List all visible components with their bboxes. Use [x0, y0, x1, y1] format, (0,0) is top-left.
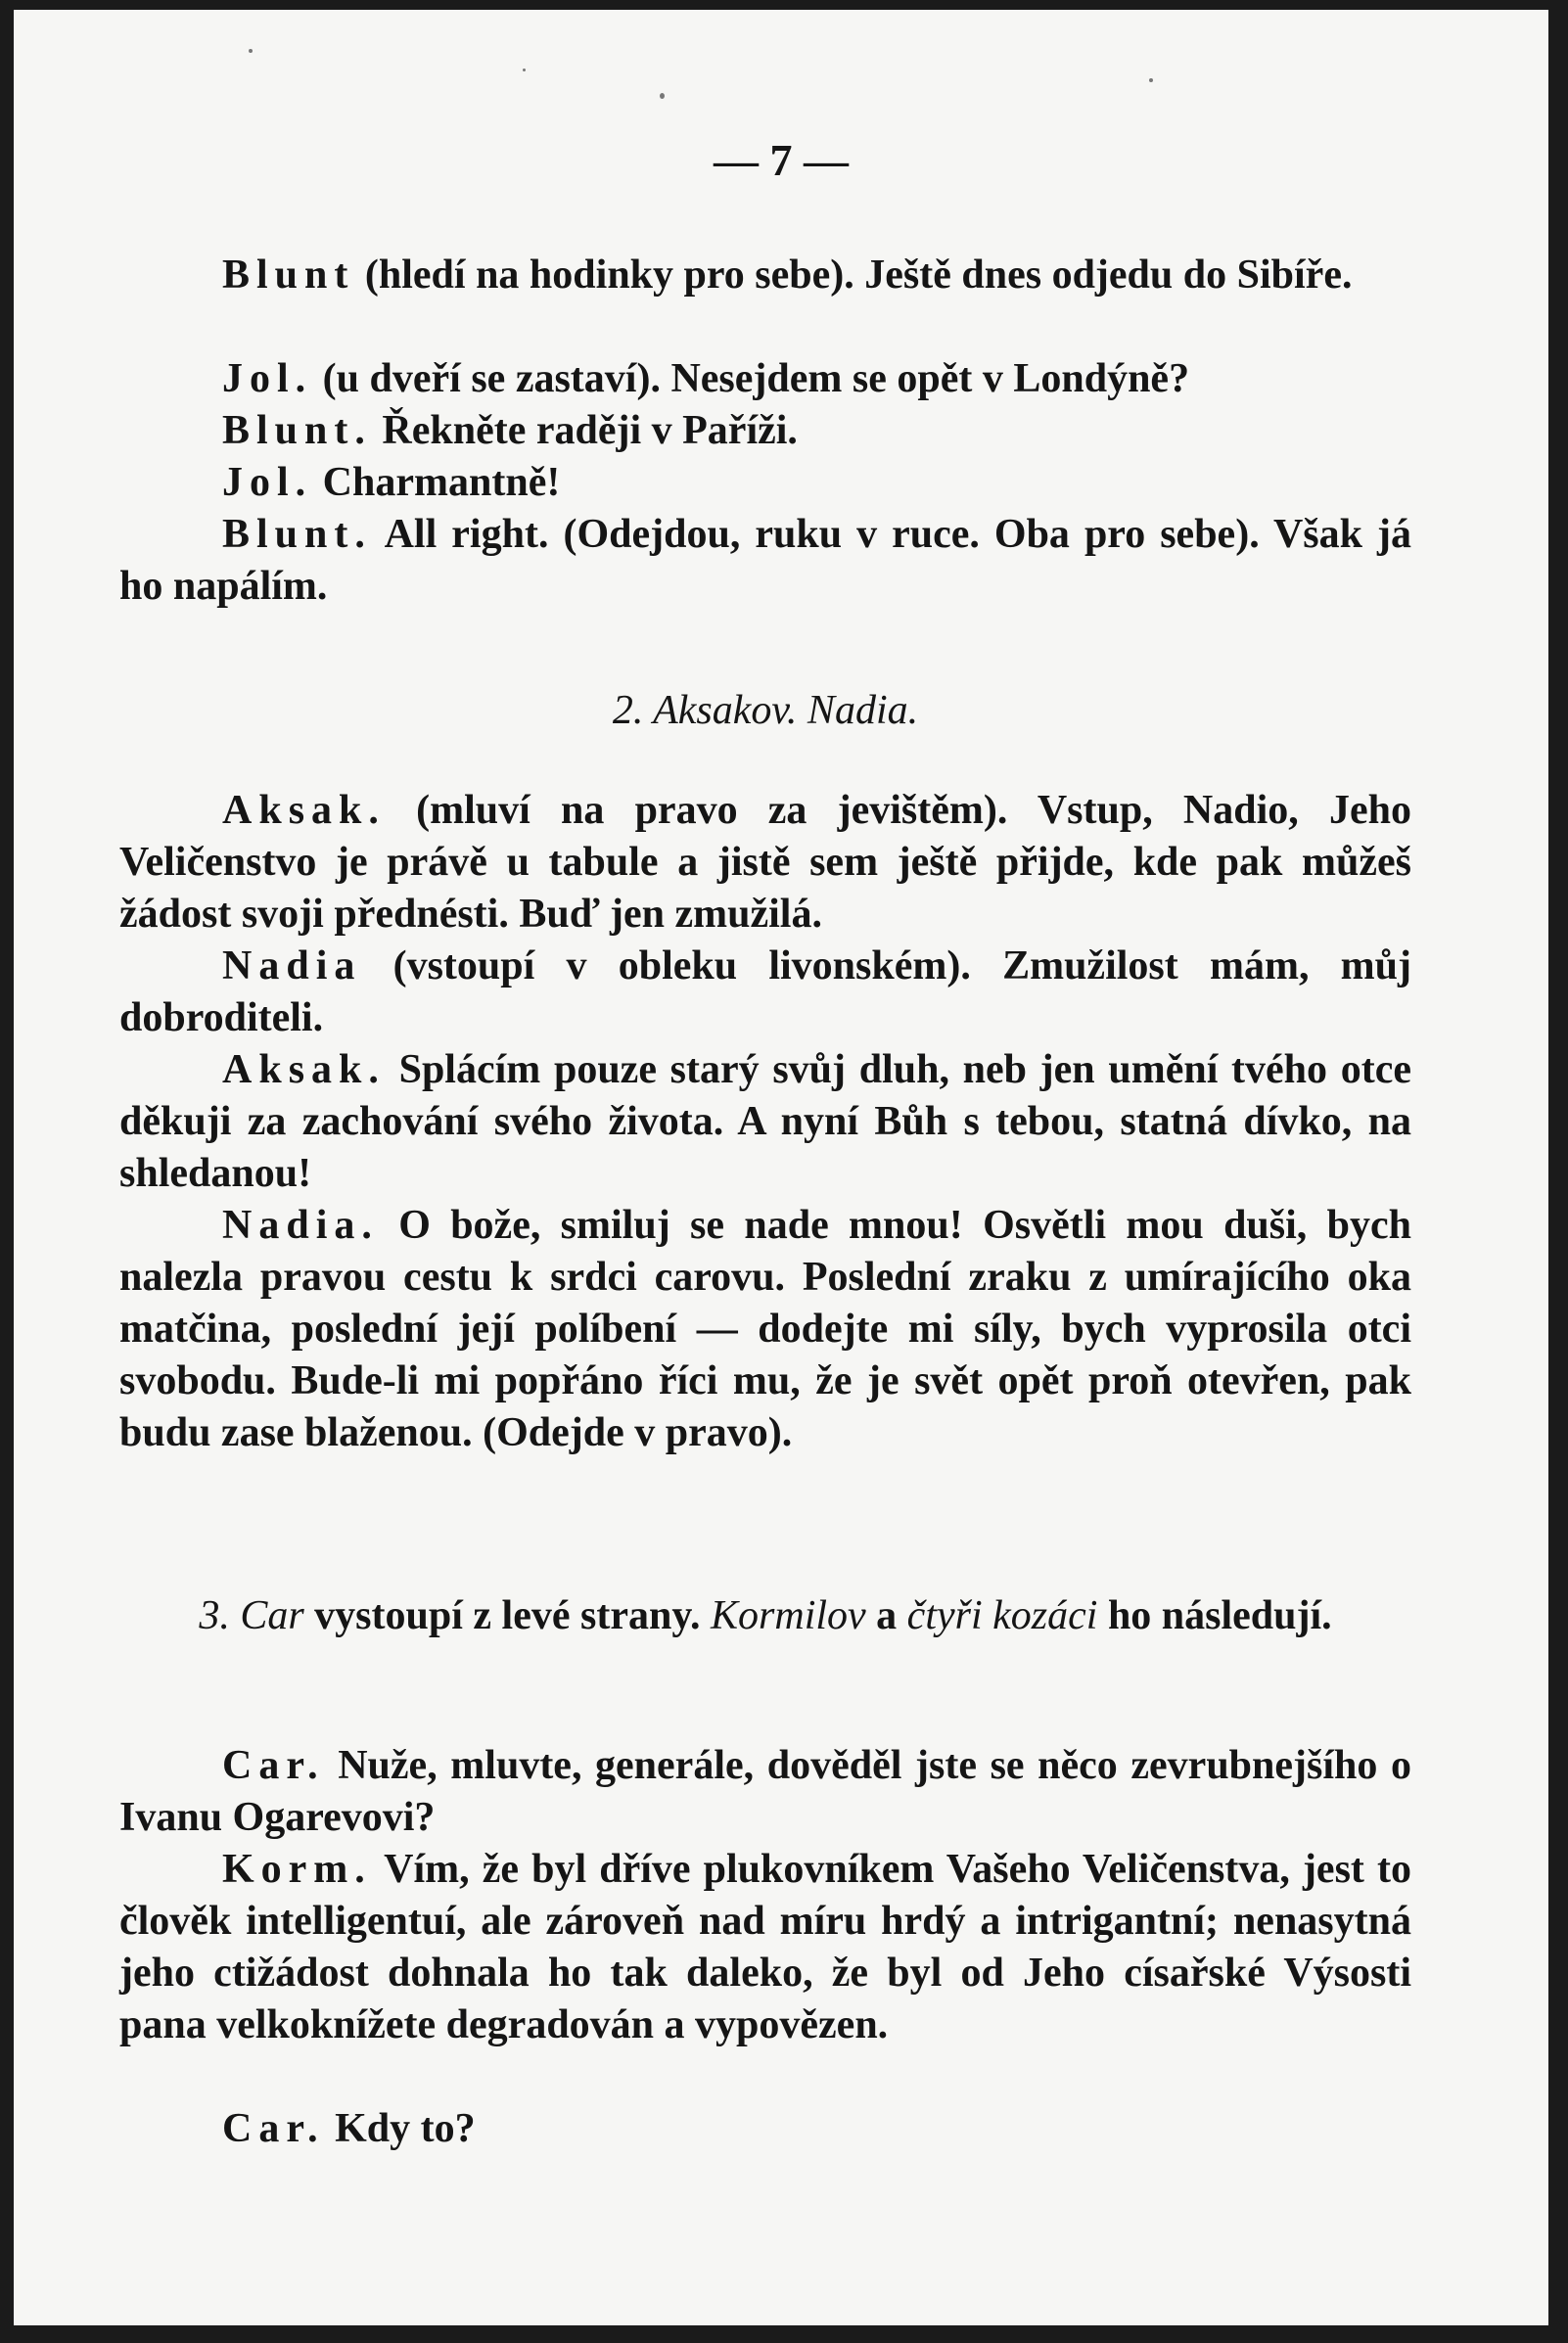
speaker: Blunt.: [222, 408, 372, 453]
line-text: Charmantně!: [312, 460, 561, 505]
line-text: O bože, smiluj se nade mnou! Osvětli mou duši, bych nalezla pravou cestu k srdci carovu. Poslední zraku z umírajícího oka matčina, poslední její políbení — dodejte mi síly, bych vyprosila otci svobodu. Bude-li mi popřáno říci mu, že je svět opět proň otevřen, pak budu zase blaženou. (Odejde v pravo).: [119, 1203, 1411, 1455]
line-text: Vím, že byl dříve plukovníkem Vašeho Veličenstva, jest to člověk intelligentuí, ale zároveň nad míru hrdý a intrigantní; nenasytná jeho ctižádost dohnala ho tak daleko, že byl od Jeho císařské Výsosti pana velkoknížete degradován a vypovězen.: [119, 1847, 1411, 2047]
line-text: (hledí na hodinky pro sebe). Ještě dnes odjedu do Sibíře.: [354, 253, 1353, 298]
line-text: (mluví na pravo za jevištěm). Vstup, Nadio, Jeho Veličenstvo je právě u tabule a jistě sem ještě přijde, kde pak můžeš žádost svoji přednésti. Buď jen zmužilá.: [119, 788, 1411, 937]
speaker: Blunt.: [222, 512, 372, 557]
scene-character: Kormilov: [711, 1593, 866, 1638]
dialogue-line: [119, 1844, 1411, 2051]
dialogue-line: [119, 353, 1411, 405]
book-page: [14, 10, 1548, 2325]
speaker: Jol.: [222, 356, 313, 401]
line-text: Kdy to?: [324, 2106, 476, 2151]
dialogue-line: [119, 941, 1411, 1044]
scene-character: Car: [240, 1593, 304, 1638]
page-number: — 7 —: [714, 135, 849, 185]
paper-speck: [523, 69, 526, 71]
dialogue-line: [119, 509, 1411, 613]
speaker: Aksak.: [222, 788, 386, 833]
scene-text: vystoupí z levé strany.: [303, 1593, 711, 1638]
dialogue-line: [119, 1044, 1411, 1200]
scene-character: čtyři kozáci: [906, 1593, 1098, 1638]
dialogue-line: [119, 250, 1411, 301]
dialogue-line: [119, 405, 1411, 457]
dialogue-line: [119, 457, 1411, 509]
speaker: Blunt: [222, 253, 355, 298]
scene-text: a: [865, 1593, 907, 1638]
line-text: Splácím pouze starý svůj dluh, neb jen umění tvého otce děkuji za zachování svého života. A nyní Bůh s tebou, statná dívko, na shledanou!: [119, 1047, 1411, 1196]
dialogue-line: [119, 785, 1411, 941]
line-text: All right. (Odejdou, ruku v ruce. Oba pro sebe). Však já ho napálím.: [119, 512, 1411, 609]
speaker: Nadia.: [222, 1203, 379, 1248]
dialogue-line: [119, 1200, 1411, 1459]
speaker: Car.: [222, 1743, 325, 1788]
scene-text: ho následují.: [1097, 1593, 1332, 1638]
speaker: Car.: [222, 2106, 325, 2151]
scene-heading: [119, 1590, 1411, 1642]
line-text: (vstoupí v obleku livonském). Zmužilost mám, můj dobroditeli.: [119, 943, 1411, 1040]
speaker: Jol.: [222, 460, 313, 505]
paper-speck: [660, 93, 665, 99]
dialogue-line: [119, 2103, 1411, 2155]
line-text: Řekněte raději v Paříži.: [371, 408, 798, 453]
line-text: (u dveří se zastaví). Nesejdem se opět v Londýně?: [312, 356, 1190, 401]
dialogue-line: [119, 1740, 1411, 1844]
speaker: Korm.: [222, 1847, 372, 1892]
scene-heading: 2. Aksakov. Nadia.: [612, 688, 919, 733]
paper-speck: [1149, 78, 1153, 82]
speaker: Nadia: [222, 943, 362, 988]
line-text: Nuže, mluvte, generále, dověděl jste se něco zevrubnejšího o Ivanu Ogarevovi?: [119, 1743, 1411, 1840]
speaker: Aksak.: [222, 1047, 386, 1092]
scene-number: 3.: [199, 1593, 230, 1638]
paper-speck: [249, 49, 253, 53]
